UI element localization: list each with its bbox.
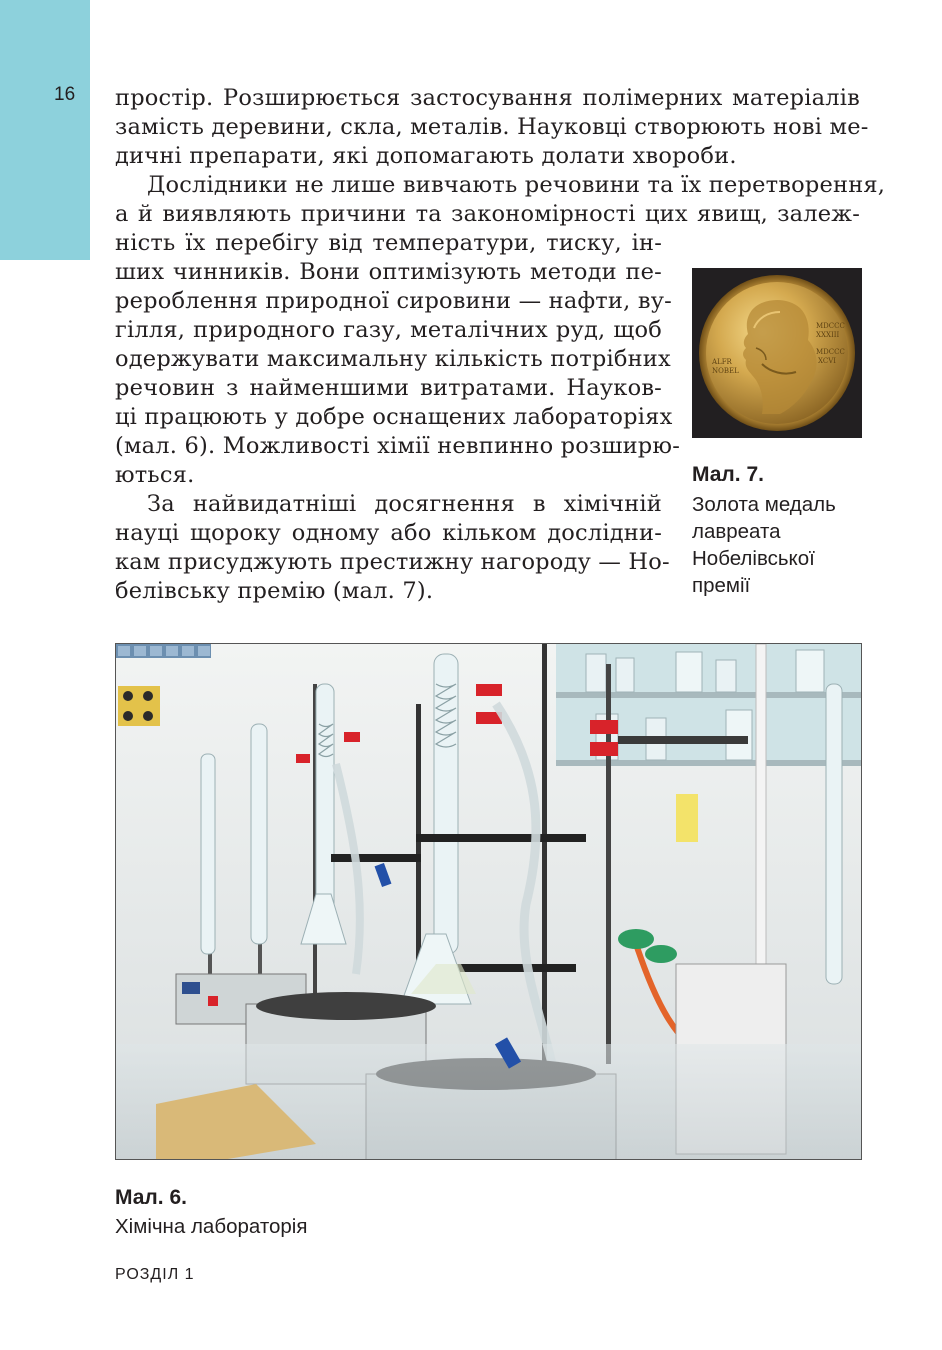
text-line: науці щороку одному або кільком дослідни- [115,520,662,546]
medal-text: NOBEL [712,367,739,375]
lab-illustration [116,644,862,1160]
chemistry-lab-photo [115,643,862,1160]
text-line: а й виявляють причини та закономірності цих явищ, залеж- [115,201,860,227]
figure7-title: Мал. 7. [692,463,764,486]
text-line: ших чинників. Вони оптимізують методи пе- [115,259,662,285]
text-line: гілля, природного газу, металічних руд, щоб [115,317,662,343]
text-line: речовин з найменшими витратами. Науков- [115,375,662,401]
figure6-caption: Хімічна лабораторія [115,1215,308,1238]
medal-text: XCVI [818,357,837,365]
medal-text: MDCCC [816,348,845,356]
figure7-caption-line: лавреата [692,520,781,543]
text-line: За найвидатніші досягнення в хімічній [147,491,662,517]
text-line: (мал. 6). Можливості хімії невпинно розширю- [115,433,680,459]
side-color-tab [0,0,90,260]
text-line: дичні препарати, які допомагають долати хвороби. [115,143,737,169]
text-line: белівську премію (мал. 7). [115,578,434,604]
medal-text: ALFR [712,358,732,366]
figure7-caption-line: Золота медаль [692,493,836,516]
text-line: кам присуджують престижну нагороду — Но- [115,549,670,575]
text-line: Дослідники не лише вивчають речовини та їх перетворення, [147,172,886,198]
medal-text: XXXIII [816,331,840,339]
medal-illustration [692,268,862,438]
nobel-medal-image [692,268,862,438]
medal-text: MDCCC [816,322,845,330]
text-line: рероблення природної сировини — нафти, ву- [115,288,672,314]
text-line: ність їх перебігу від температури, тиску, ін- [115,230,662,256]
figure7-caption-line: премії [692,574,751,597]
section-footer: РОЗДІЛ 1 [115,1266,195,1283]
text-line: простір. Розширюється застосування полімерних матеріалів [115,85,860,111]
figure7-caption-line: Нобелівської [692,547,815,570]
text-line: ються. [115,462,195,488]
text-line: одержувати максимальну кількість потрібних [115,346,671,372]
figure6-title: Мал. 6. [115,1186,187,1209]
text-line: ці працюють у добре оснащених лабораторіях [115,404,673,430]
page-number: 16 [54,84,76,105]
text-line: замість деревини, скла, металів. Науковці створюють нові ме- [115,114,869,140]
